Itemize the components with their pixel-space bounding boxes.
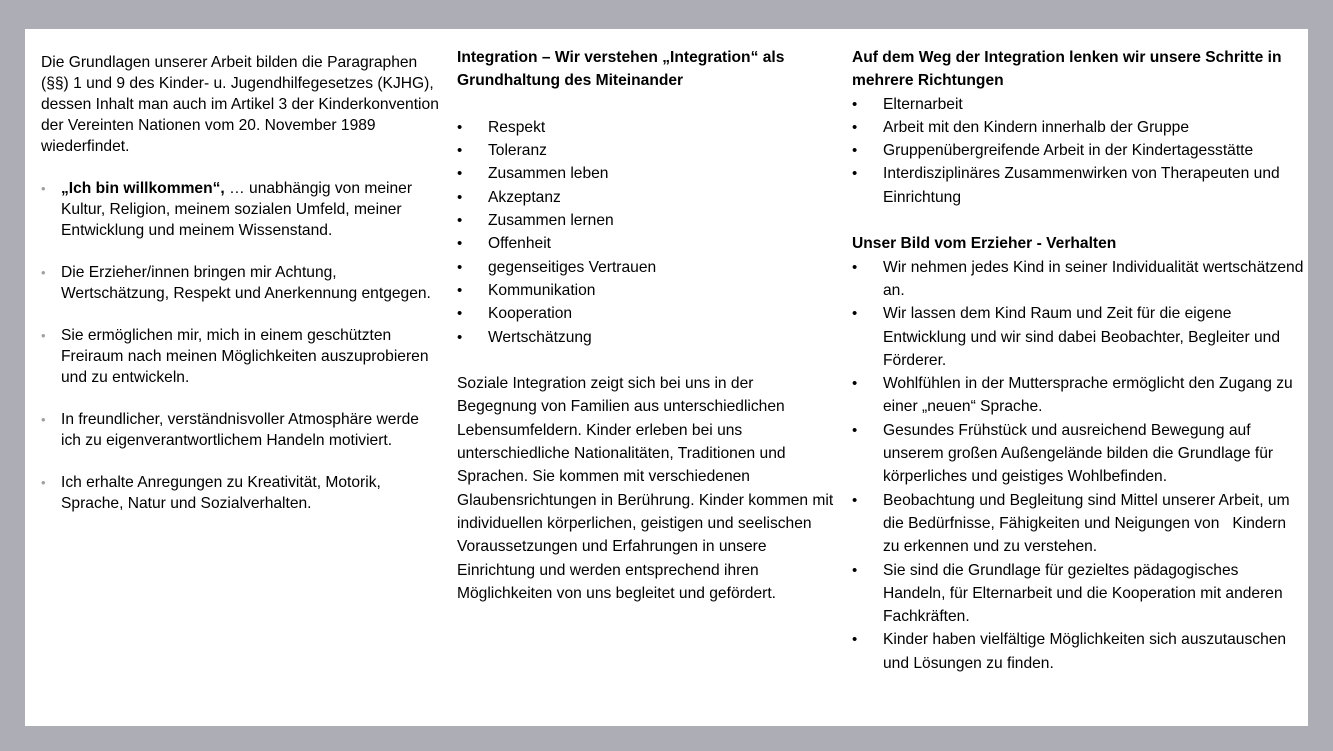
bullet-icon: • — [852, 165, 858, 183]
column-directions — [852, 46, 1304, 675]
list-item: • Wir nehmen jedes Kind in seiner Individualität wertschätzend an. — [852, 256, 1304, 303]
list-item: • Akzeptanz — [457, 186, 837, 209]
bullet-icon: • — [852, 258, 858, 276]
item-bold-lead: „Ich bin willkommen“, — [61, 180, 225, 197]
bullet-icon: • — [852, 491, 858, 509]
bullet-icon: • — [852, 631, 858, 649]
child-perspective-list — [41, 178, 441, 514]
bullet-icon: • — [852, 421, 858, 439]
integration-heading: Integration – Wir verstehen „Integration“ als Grundhaltung des Miteinander — [457, 49, 785, 90]
item-text: Ich erhalte Anregungen zu Kreativität, Motorik, Sprache, Natur und Sozialverhalten. — [61, 474, 381, 512]
list-item: • Arbeit mit den Kindern innerhalb der Gruppe — [852, 116, 1304, 139]
column-legal-basis — [41, 52, 441, 535]
intro-paragraph: Die Grundlagen unserer Arbeit bilden die Paragraphen (§§) 1 und 9 des Kinder- u. Jugendhilfegesetzes (KJHG), dessen Inhalt man auch im Artikel 3 der Kinderkonvention der Vereinten Nationen vom 20. November 1989 wiederfindet. — [41, 54, 439, 155]
list-item: • Wertschätzung — [457, 326, 837, 349]
bullet-icon: • — [457, 142, 463, 160]
list-item: • Interdisziplinäres Zusammenwirken von Therapeuten und Einrichtung — [852, 162, 1304, 209]
bullet-icon: • — [852, 95, 858, 113]
list-item: • Elternarbeit — [852, 93, 1304, 116]
bullet-icon: • — [41, 412, 46, 427]
bullet-icon: • — [457, 212, 463, 230]
bullet-icon: • — [41, 265, 46, 280]
directions-list — [852, 93, 1304, 209]
column-integration — [457, 46, 837, 605]
educator-heading: Unser Bild vom Erzieher - Verhalten — [852, 235, 1117, 253]
list-item — [41, 325, 441, 388]
list-item: • Zusammen lernen — [457, 209, 837, 232]
bullet-icon: • — [457, 281, 463, 299]
social-integration-paragraph: Soziale Integration zeigt sich bei uns in der Begegnung von Familien aus unterschiedlichen Lebensumfeldern. Kinder erleben bei uns unterschiedliche Nationalitäten, Traditionen und Sprachen. Sie kommen mit verschiedenen Glaubensrichtungen in Berührung. Kinder kommen mit individuellen körperlichen, geistigen und seelischen Voraussetzungen und Erfahrungen in unsere Einrichtung und werden entsprechend ihren Möglichkeiten von uns begleitet und gefördert. — [457, 375, 834, 602]
list-item: • Offenheit — [457, 232, 837, 255]
list-item: • Beobachtung und Begleitung sind Mittel unserer Arbeit, um die Bedürfnisse, Fähigkeiten und Neigungen von Kindern zu erkennen und zu verstehen. — [852, 489, 1304, 559]
bullet-icon: • — [457, 188, 463, 206]
slide-page — [25, 29, 1308, 726]
item-text: In freundlicher, verständnisvoller Atmosphäre werde ich zu eigenverantwortlichem Handeln motiviert. — [61, 411, 419, 449]
values-list — [457, 116, 837, 349]
list-item: • Wir lassen dem Kind Raum und Zeit für die eigene Entwicklung und wir sind dabei Beobachter, Begleiter und Förderer. — [852, 302, 1304, 372]
list-item — [41, 472, 441, 514]
item-text: Sie ermöglichen mir, mich in einem geschützten Freiraum nach meinen Möglichkeiten auszuprobieren und zu entwickeln. — [61, 327, 429, 386]
bullet-icon: • — [852, 118, 858, 136]
bullet-icon: • — [457, 258, 463, 276]
bullet-icon: • — [852, 375, 858, 393]
item-text: Die Erzieher/innen bringen mir Achtung, Wertschätzung, Respekt und Anerkennung entgegen. — [61, 264, 431, 302]
bullet-icon: • — [457, 328, 463, 346]
bullet-icon: • — [457, 118, 463, 136]
list-item: • Kommunikation — [457, 279, 837, 302]
bullet-icon: • — [41, 475, 46, 490]
list-item — [41, 178, 441, 241]
list-item: • Wohlfühlen in der Muttersprache ermöglicht den Zugang zu einer „neuen“ Sprache. — [852, 372, 1304, 419]
bullet-icon: • — [41, 328, 46, 343]
list-item: • Respekt — [457, 116, 837, 139]
list-item: • Zusammen leben — [457, 162, 837, 185]
bullet-icon: • — [41, 181, 46, 196]
list-item — [41, 409, 441, 451]
bullet-icon: • — [852, 142, 858, 160]
list-item: • Gesundes Frühstück und ausreichend Bewegung auf unserem großen Außengelände bilden die Grundlage für körperliches und geistiges Wohlbefinden. — [852, 419, 1304, 489]
directions-heading: Auf dem Weg der Integration lenken wir unsere Schritte in mehrere Richtungen — [852, 49, 1282, 90]
bullet-icon: • — [852, 305, 858, 323]
list-item: • Kooperation — [457, 302, 837, 325]
educator-behavior-list — [852, 256, 1304, 675]
list-item — [41, 262, 441, 304]
item-text: … unabhängig von meiner Kultur, Religion, meinem sozialen Umfeld, meiner Entwicklung und meinem Wissenstand. — [61, 180, 413, 239]
bullet-icon: • — [457, 235, 463, 253]
list-item: • Kinder haben vielfältige Möglichkeiten sich auszutauschen und Lösungen zu finden. — [852, 628, 1304, 675]
bullet-icon: • — [852, 561, 858, 579]
list-item: • gegenseitiges Vertrauen — [457, 256, 837, 279]
bullet-icon: • — [457, 305, 463, 323]
list-item: • Sie sind die Grundlage für gezieltes pädagogisches Handeln, für Elternarbeit und die Kooperation mit anderen Fachkräften. — [852, 559, 1304, 629]
list-item: • Gruppenübergreifende Arbeit in der Kindertagesstätte — [852, 139, 1304, 162]
list-item: • Toleranz — [457, 139, 837, 162]
bullet-icon: • — [457, 165, 463, 183]
